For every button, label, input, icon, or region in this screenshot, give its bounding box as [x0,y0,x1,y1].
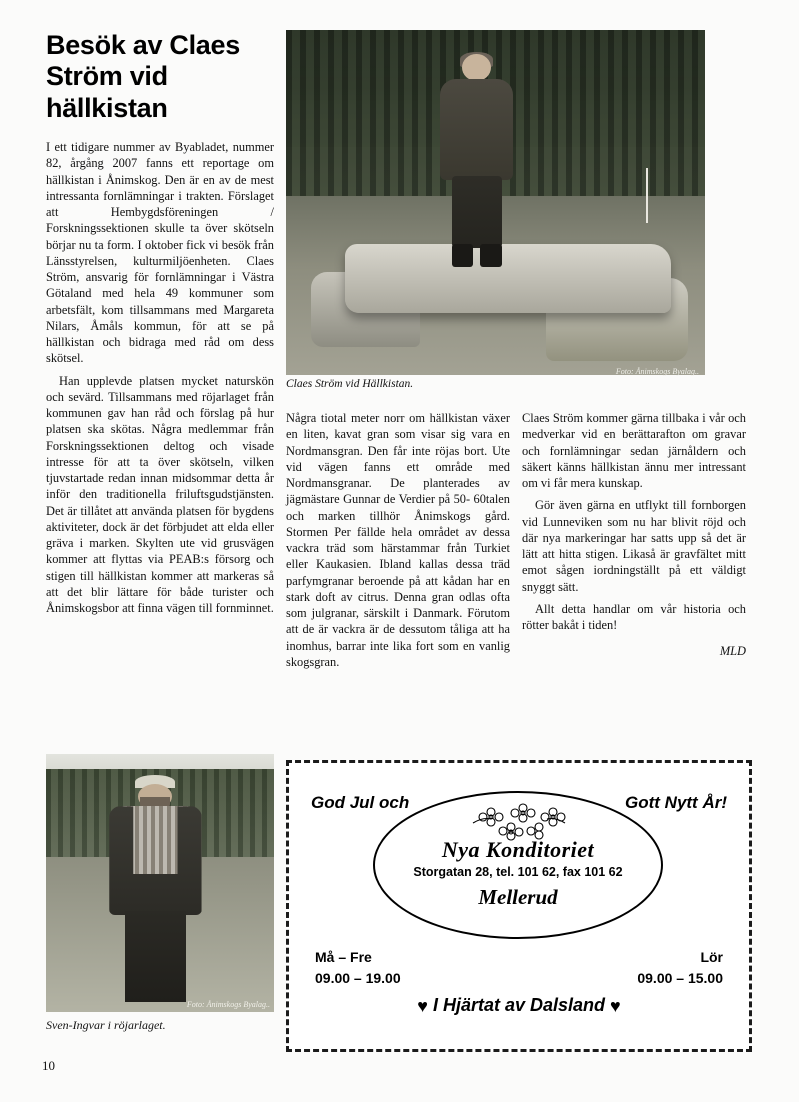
paragraph: I ett tidigare nummer av Byabladet, nummer 82, årgång 2007 fanns ett reportage om hällkistan i Ånimskog. Den är en av de mest intressanta fornlämningar i trakten. Förslaget att Hembygdsföreningen / Forskningssektionen skulle ta över skötseln börjar nu ta form. I oktober fick vi besök från Länsstyrelsen, kulturmiljöenheten. Claes Ström, ansvarig för fornlämningar i Västra Götaland med hela 49 kommuner som arbetsfält, kom tillsammans med Margareta Nilars, Åmåls kommun, för att se på hällkistan och bidraga med råd om dess skötsel. [46,140,274,366]
photo-credit-top: Foto: Ånimskogs Byalag.. [615,367,699,376]
ad-slogan-text: I Hjärtat av Dalsland [432,995,606,1015]
article-column-3 [522,410,746,660]
advertisement [286,760,752,1052]
photo-person-legs [125,911,185,1002]
paragraph: Några tiotal meter norr om hällkistan växer en liten, kavat gran som visar sig vara en Nordmansgran. Den får inte röjas bort. Ute vid vägen fanns ett område med Nordmansgranar. De planterades av jägmästare Gunnar de Verdier på 50- 60talen och marken tillhör Ånimskogs gård. Stormen Per fällde hela området av dessa vackra träd som härstammar från Turkiet eller Kaukasien. Ibland kallas dessa träd parfymgranar beroende på att kådan har en stark doft av citrus. Denna gran odlas ofta som julgranar, särskilt i Danmark. Förutom att de är vackra är de dessutom tåliga att ha inomhus, barrar inte lika fort som en vanlig skogsgran. [286,411,510,669]
ad-hours-weekday [315,947,401,989]
ad-hours-saturday-label: Lör [700,949,723,965]
article-column-1 [46,139,274,616]
ad-address: Storgatan 28, tel. 101 62, fax 101 62 [413,865,623,879]
photo-caption-top: Claes Ström vid Hällkistan. [286,378,414,390]
paragraph: Han upplevde platsen mycket naturskön och sevärd. Tillsammans med röjarlaget från kommunen gav han råd och förslag på hur platsen ska skötas. Några medlemmar från Forskningssektionen deltog och visade intresse för att ta över skötseln, vilken tjuvstartade redan innan midsommar detta år inför den traditionella friluftsgudstjänsten. Det är tillåtet att använda platsen för bygdens aktiviteter, dock är det förbjudet att elda eller gräva i marken. Skylten ute vid grusvägen kommer att flyttas via PEAB:s försorg och stigen till hällkistan kommer att markeras så att det blir lättare för både turister och Ånimskogsbor att finna vägen till fornminnet. [46,373,274,615]
paragraph: Allt detta handlar om vår historia och rötter bakåt i tiden! [522,601,746,632]
ad-hours-saturday-value: 09.00 – 15.00 [637,970,723,986]
ad-city: Mellerud [478,885,558,909]
ad-slogan [289,995,749,1017]
ad-shop-name: Nya Konditoriet [441,837,595,862]
ad-oval-frame [373,791,663,939]
paragraph: Claes Ström kommer gärna tillbaka i vår och medverkar vid en berättarafton om gravar och fornlämningar sedan järnåldern och säkert känns hällkistan ännu mer intressant om vi får mera kunskap. [522,411,746,490]
ad-hours-saturday [637,947,723,989]
paragraph: Gör även gärna en utflykt till fornborgen vid Lunneviken som nu har blivit röjd och där nya markeringar har satts upp så det är lätt att hitta stigen. Likaså är gravfältet mitt emot sågen iordningställt på ett väldigt snyggt sätt. [522,498,746,594]
ad-greeting-right: Gott Nytt År! [625,793,727,812]
photo-sven-ingvar [46,754,274,1012]
article-signature: MLD [719,644,746,659]
photo-claes-strom [286,30,705,375]
photo-person [428,54,524,264]
photo-credit-bottom: Foto: Ånimskogs Byalag.. [186,1000,270,1009]
heart-icon: ♥ [610,996,621,1016]
page-number: 10 [42,1058,55,1073]
photo-marker-stick [646,168,648,223]
photo-person-jacket [440,79,513,180]
photo-person [105,775,205,1002]
photo-caption-bottom: Sven-Ingvar i röjarlaget. [46,1018,166,1032]
photo-person-head [462,54,491,81]
heart-icon: ♥ [417,996,428,1016]
article-column-2 [286,410,510,670]
photo-person-legs [452,176,502,248]
photo-person-boot-right [480,244,501,267]
page-title: Besök av Claes Ström vid hällkistan [46,30,240,123]
ad-hours-weekday-value: 09.00 – 19.00 [315,970,401,986]
ad-hours-weekday-label: Må – Fre [315,949,372,965]
ad-greeting-left: God Jul och [311,793,410,812]
photo-person-boot-left [452,244,473,267]
